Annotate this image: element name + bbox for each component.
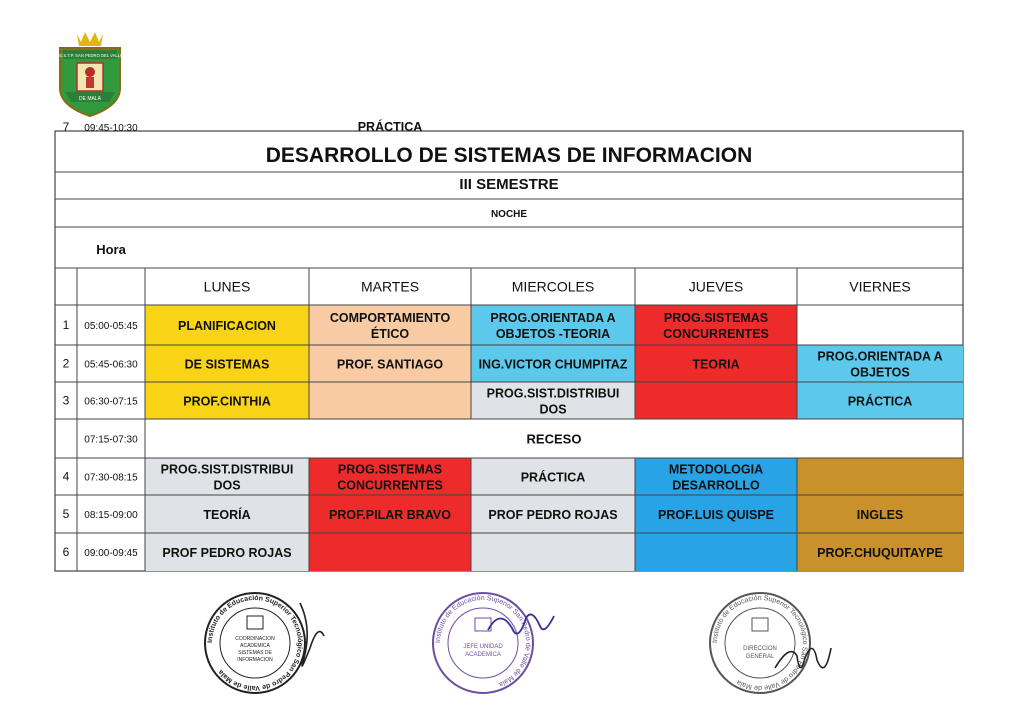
stamp-coordinacion bbox=[200, 588, 330, 698]
schedule-cell-fill bbox=[309, 533, 471, 571]
slot-time: 09:00-09:45 bbox=[84, 548, 138, 559]
schedule-cell-text: PRÁCTICA bbox=[357, 120, 423, 134]
slot-number: 3 bbox=[62, 393, 70, 408]
slot-time: 05:45-06:30 bbox=[84, 359, 138, 371]
stamp-direccion bbox=[705, 588, 835, 698]
stamp-center-line: ACADEMICA bbox=[465, 652, 501, 658]
stamp-ring-text: Instituto de Educación Superior San Pedro de Valle de Mala bbox=[434, 594, 532, 688]
slot-number: 7 bbox=[62, 120, 70, 134]
logo-figure-body bbox=[86, 77, 94, 88]
schedule-cell-text: DESARROLLO bbox=[672, 478, 760, 493]
schedule-cell-text: PROG.SIST.DISTRIBUI bbox=[486, 386, 620, 401]
schedule-cell-text: PROG.ORIENTADA A bbox=[490, 311, 616, 325]
schedule-cell-text: TEORÍA bbox=[203, 508, 251, 522]
schedule-cell-text: PRÁCTICA bbox=[520, 470, 586, 485]
schedule-cell-text: OBJETOS -TEORIA bbox=[495, 327, 611, 341]
schedule-cell-text: COMPORTAMIENTO bbox=[329, 311, 451, 325]
header-hora: Hora bbox=[96, 242, 126, 257]
slot-number: 4 bbox=[62, 469, 70, 484]
schedule-cell-text: ÉTICO bbox=[370, 327, 410, 341]
logo-text-top: I.E.S.T.P. SAN PEDRO DEL VALLE bbox=[57, 53, 123, 58]
schedule-table bbox=[55, 120, 963, 571]
stamp-center-line: SISTEMAS DE bbox=[238, 650, 272, 656]
slot-number: 1 bbox=[62, 318, 70, 332]
schedule-cell-text: INGLES bbox=[856, 508, 904, 522]
schedule-cell-text: PROF.PILAR BRAVO bbox=[329, 508, 451, 522]
slot-time: 07:15-07:30 bbox=[84, 434, 138, 446]
schedule-cell-fill bbox=[635, 533, 797, 571]
stamp-crest-icon bbox=[752, 618, 768, 631]
stamp-center-line: COORDINACION bbox=[235, 636, 275, 642]
schedule-cell-fill bbox=[635, 382, 797, 419]
schedule-cell-text: PROF PEDRO ROJAS bbox=[488, 508, 618, 522]
slot-time: 07:30-08:15 bbox=[84, 472, 138, 484]
schedule-cell-fill bbox=[309, 382, 471, 419]
schedule-cell-text: DE SISTEMAS bbox=[184, 357, 270, 372]
schedule-cell-text: CONCURRENTES bbox=[337, 478, 443, 493]
schedule-cell-fill bbox=[797, 458, 963, 495]
schedule-cell-text: PRÁCTICA bbox=[847, 394, 913, 409]
logo-text-bottom: DE MALA bbox=[79, 96, 101, 102]
semester-label: III SEMESTRE bbox=[459, 176, 559, 193]
stamp-center-line: GENERAL bbox=[745, 654, 775, 660]
day-header: VIERNES bbox=[849, 278, 911, 295]
schedule-title: DESARROLLO DE SISTEMAS DE INFORMACION bbox=[265, 144, 753, 167]
stamp-crest-icon bbox=[247, 616, 263, 629]
schedule-cell-text: PROF PEDRO ROJAS bbox=[162, 546, 292, 560]
schedule-cell-text: TEORIA bbox=[692, 357, 740, 372]
shift-label: NOCHE bbox=[490, 209, 528, 220]
stamp-center-line: DIRECCION bbox=[743, 646, 777, 652]
day-header: LUNES bbox=[203, 278, 251, 295]
schedule-cell-text: PROG.SISTEMAS bbox=[663, 311, 769, 325]
schedule-cell-text: PROF. SANTIAGO bbox=[336, 357, 444, 372]
slot-time: 08:15-09:00 bbox=[84, 510, 138, 521]
schedule-cell-text: METODOLOGIA bbox=[668, 462, 764, 477]
schedule-cell-text: PROG.SIST.DISTRIBUI bbox=[160, 462, 294, 477]
slot-number: 2 bbox=[62, 356, 70, 371]
stamp-center-line: JEFE UNIDAD bbox=[463, 644, 503, 650]
day-header: JUEVES bbox=[688, 278, 744, 295]
slot-number: 5 bbox=[62, 507, 70, 521]
institution-logo bbox=[55, 30, 125, 120]
slot-number: 6 bbox=[62, 545, 70, 559]
schedule-cell-text: PROG.SISTEMAS bbox=[337, 462, 443, 477]
slot-time: 06:30-07:15 bbox=[84, 396, 138, 408]
stamp-center-line: INFORMACION bbox=[237, 657, 273, 663]
schedule-cell-text: PROF.CHUQUITAYPE bbox=[817, 546, 943, 560]
stamp-jefe-unidad bbox=[428, 588, 558, 698]
schedule-cell-text: DOS bbox=[213, 478, 241, 493]
stamp-center-line: ACADEMICA bbox=[240, 643, 270, 649]
logo-crown bbox=[77, 32, 103, 46]
schedule-cell-text: PLANIFICACION bbox=[178, 319, 276, 333]
slot-time: 09:45-10:30 bbox=[84, 123, 138, 134]
recess-label: RECESO bbox=[526, 431, 582, 447]
schedule-cell-text: CONCURRENTES bbox=[663, 327, 769, 341]
logo-figure bbox=[85, 67, 95, 77]
schedule-cell-fill bbox=[471, 533, 635, 571]
stamp-ring-text: Instituto de Educación Superior Tecnológico San Pedro de Valle de Mala bbox=[711, 594, 809, 692]
schedule-cell-text: PROF.CINTHIA bbox=[183, 394, 271, 409]
schedule-cell-text: PROF.LUIS QUISPE bbox=[658, 508, 774, 522]
stamp-ring-text: Instituto de Educación Superior Tecnológico San Pedro de Valle de Mala bbox=[206, 594, 304, 692]
day-header: MARTES bbox=[360, 278, 420, 295]
schedule-cell-text: OBJETOS bbox=[850, 365, 910, 380]
schedule-cell-text: PROG.ORIENTADA A bbox=[817, 349, 943, 364]
slot-time: 05:00-05:45 bbox=[84, 321, 138, 332]
schedule-cell-text: DOS bbox=[539, 402, 567, 417]
schedule-cell-text: ING.VICTOR CHUMPITAZ bbox=[478, 357, 628, 372]
day-header: MIERCOLES bbox=[511, 278, 595, 295]
